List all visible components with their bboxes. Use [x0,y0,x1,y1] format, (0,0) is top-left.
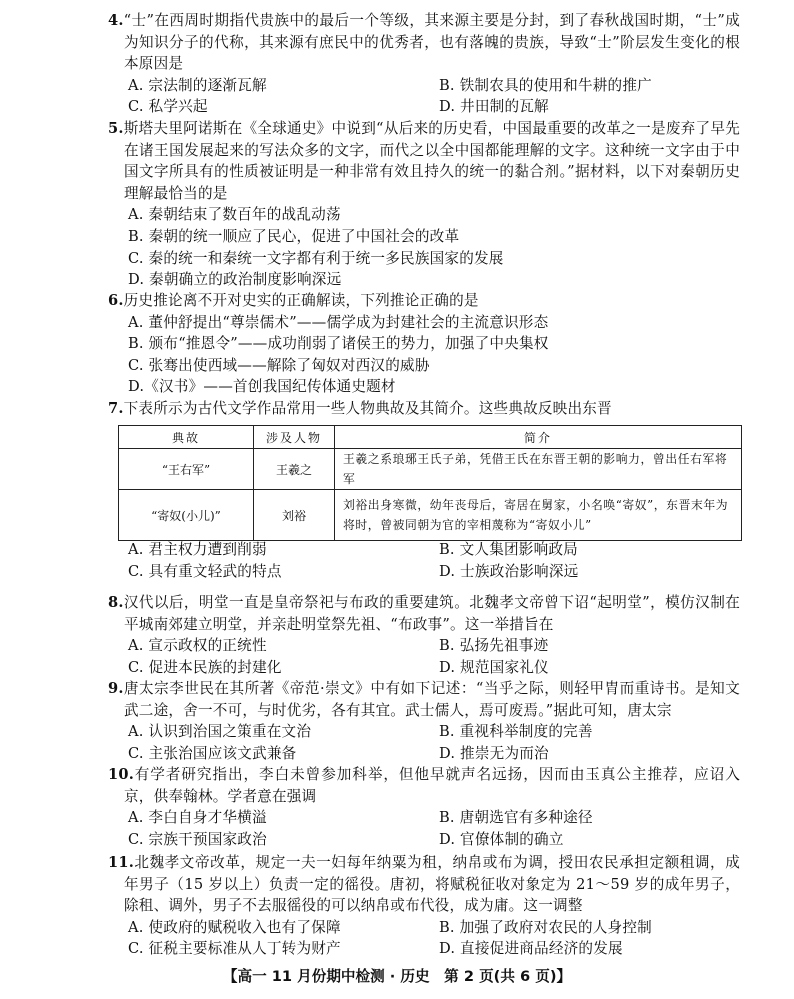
option-c[interactable]: C. 宗族干预国家政治 [128,830,267,848]
table-header: 涉及人物 [254,426,335,449]
option-c[interactable]: C. 私学兴起 [128,98,208,116]
allusion-table [118,425,742,541]
options [108,539,740,582]
question-4 [108,10,740,118]
options [108,721,740,764]
table-header: 简介 [335,426,742,449]
table-header-row [119,426,742,449]
question-number: 6. [108,292,124,309]
option-d[interactable]: D. 井田制的瓦解 [439,98,549,116]
options [108,75,740,118]
option-b[interactable]: B. 文人集团影响政局 [439,541,578,558]
question-stem: 有学者研究指出，李白未曾参加科举，但他早就声名远扬，因而由玉真公主推荐，应诏入京，供奉翰林。学者意在强调 [124,766,740,805]
option-d[interactable]: D. 推崇无为而治 [439,744,549,762]
question-number: 8. [108,594,124,611]
option-a[interactable]: A. 李白自身才华横溢 [128,809,267,827]
option-a[interactable]: A. 宗法制的逐渐瓦解 [128,76,267,94]
question-8 [108,592,740,678]
options [108,312,740,398]
option-c[interactable]: C. 促进本民族的封建化 [128,658,282,676]
option-a[interactable]: A. 董仲舒提出“尊崇儒术”——儒学成为封建社会的主流意识形态 [128,313,549,331]
question-6 [108,290,740,398]
option-a[interactable]: A. 认识到治国之策重在文治 [128,723,312,741]
option-c[interactable]: C. 主张治国应该文武兼备 [128,744,297,762]
option-a[interactable]: A. 宣示政权的正统性 [128,637,267,655]
question-stem: 唐太宗李世民在其所著《帝范·崇文》中有如下记述：“当乎之际，则轻甲胄而重诗书。是知文武二途，舍一不可，与时优劣，各有其宜。武士儒人，焉可废焉。”据此可知，唐太宗 [123,680,740,719]
question-number: 9. [108,680,124,697]
question-number: 11. [108,854,134,871]
option-d[interactable]: D. 秦朝确立的政治制度影响深远 [128,271,342,289]
option-b[interactable]: B. 重视科举制度的完善 [439,723,593,741]
options [108,204,740,290]
option-b[interactable]: B. 颁布“推恩令”——成功削弱了诸侯王的势力，加强了中央集权 [128,335,549,353]
option-d[interactable]: D.《汉书》——首创我国纪传体通史题材 [128,378,396,396]
table-cell: “王右军” [119,449,254,490]
question-stem: 下表所示为古代文学作品常用一些人物典故及其简介。这些典故反映出东晋 [123,400,612,417]
table-cell: 刘裕 [254,490,335,541]
options [108,807,740,850]
question-5 [108,118,740,291]
question-number: 4. [108,12,124,29]
options [108,917,740,960]
question-9 [108,678,740,764]
page-footer: 【高一 11 月份期中检测 · 历史 第 2 页(共 6 页)】 [222,968,572,985]
option-b[interactable]: B. 唐朝选官有多种途径 [439,809,593,827]
option-b[interactable]: B. 秦朝的统一顺应了民心，促进了中国社会的改革 [128,227,460,245]
option-d[interactable]: D. 规范国家礼仪 [439,658,549,676]
option-b[interactable]: B. 铁制农具的使用和牛耕的推广 [439,76,652,94]
option-a[interactable]: A. 秦朝结束了数百年的战乱动荡 [128,206,341,224]
option-c[interactable]: C. 征税主要标准从人丁转为财产 [128,940,341,958]
option-a[interactable]: A. 使政府的赋税收入也有了保障 [128,918,341,936]
options [108,635,740,678]
question-7-options [108,539,740,582]
table-row [119,449,742,490]
question-stem: 历史推论离不开对史实的正确解读，下列推论正确的是 [123,292,479,309]
option-d[interactable]: D. 直接促进商品经济的发展 [439,940,623,958]
table-cell: 王羲之 [254,449,335,490]
question-stem: “士”在西周时期指代贵族中的最后一个等级，其来源主要是分封，到了春秋战国时期，“士”成为知识分子的代称，其来源有庶民中的优秀者，也有落魄的贵族，导致“士”阶层发生变化的根本原因是 [123,12,740,73]
question-stem: 斯塔夫里阿诺斯在《全球通史》中说到“从后来的历史看，中国最重要的改革之一是废弃了早先在诸王国发展起来的写法众多的文字，而代之以全中国都能理解的文字。这种统一文字由于中国文字所具有的性质被证明是一种非常有效且持久的统一的黏合剂。”据材料，以下对秦朝历史理解最恰当的是 [123,120,740,202]
question-number: 5. [108,120,124,137]
question-10 [108,764,740,850]
question-number: 10. [108,766,134,783]
option-c[interactable]: C. 张骞出使西域——解除了匈奴对西汉的威胁 [128,356,430,374]
question-stem: 北魏孝文帝改革，规定一夫一妇每年纳粟为租，纳帛或布为调，授田农民承担定额租调，成年男子（15 岁以上）负责一定的徭役。唐初，将赋税征收对象定为 21～59 岁的成年男子，除租、调外，男子不去服徭役的可以纳帛或布代役，成为庸。这一调整 [124,854,740,915]
table-cell: “寄奴(小儿)” [119,490,254,541]
question-7 [108,398,740,420]
option-c[interactable]: C. 秦的统一和秦统一文字都有利于统一多民族国家的发展 [128,249,504,267]
option-a[interactable]: A. 君主权力遭到削弱 [128,541,267,558]
option-b[interactable]: B. 弘扬先祖事迹 [439,637,549,655]
option-d[interactable]: D. 官僚体制的确立 [439,830,564,848]
option-d[interactable]: D. 士族政治影响深远 [439,562,579,580]
option-c[interactable]: C. 具有重文轻武的特点 [128,562,282,580]
table-cell: 刘裕出身寒微，幼年丧母后，寄居在舅家，小名唤“寄奴”，东晋末年为将时，曾被同朝为官的宰相蔑称为“寄奴小儿” [335,490,742,541]
option-b[interactable]: B. 加强了政府对农民的人身控制 [439,918,652,936]
table-row [119,490,742,541]
question-11 [108,852,740,960]
question-number: 7. [108,400,124,417]
table-header: 典故 [119,426,254,449]
table-cell: 王羲之系琅琊王氏子弟，凭借王氏在东晋王朝的影响力，曾出任右军将军 [335,449,742,490]
question-stem: 汉代以后，明堂一直是皇帝祭祀与布政的重要建筑。北魏孝文帝曾下诏“起明堂”，模仿汉制在平城南郊建立明堂，并亲赴明堂祭先祖、“布政事”。这一举措旨在 [123,594,740,633]
